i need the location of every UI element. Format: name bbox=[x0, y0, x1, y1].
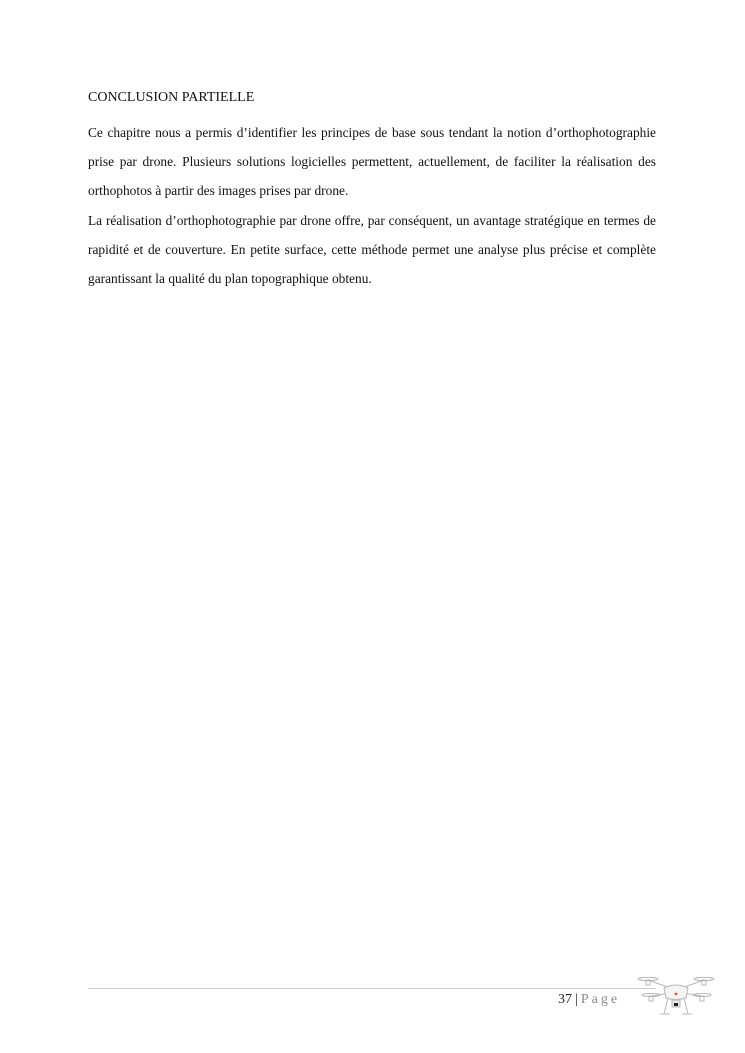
page-number: 37 bbox=[558, 992, 572, 1007]
paragraph-2: La réalisation d’orthophotographie par drone offre, par conséquent, un avantage stratégique en termes de rapidité et de couverture. En petite surface, cette méthode permet une analyse plus précise et complète garantissant la qualité du plan topographique obtenu. bbox=[88, 213, 656, 286]
footer-divider bbox=[88, 988, 656, 989]
section-heading: CONCLUSION PARTIELLE bbox=[88, 90, 255, 105]
paragraph-1: Ce chapitre nous a permis d’identifier les principes de base sous tendant la notion d’orthophotographie prise par drone. Plusieurs solutions logicielles permettent, actuellement, de faciliter la réalisation des orthophotos à partir des images prises par drone. bbox=[88, 125, 656, 198]
page-footer bbox=[558, 990, 620, 1010]
page-separator: | bbox=[575, 992, 578, 1007]
drone-icon bbox=[636, 970, 716, 1020]
page-label: Page bbox=[580, 992, 621, 1007]
